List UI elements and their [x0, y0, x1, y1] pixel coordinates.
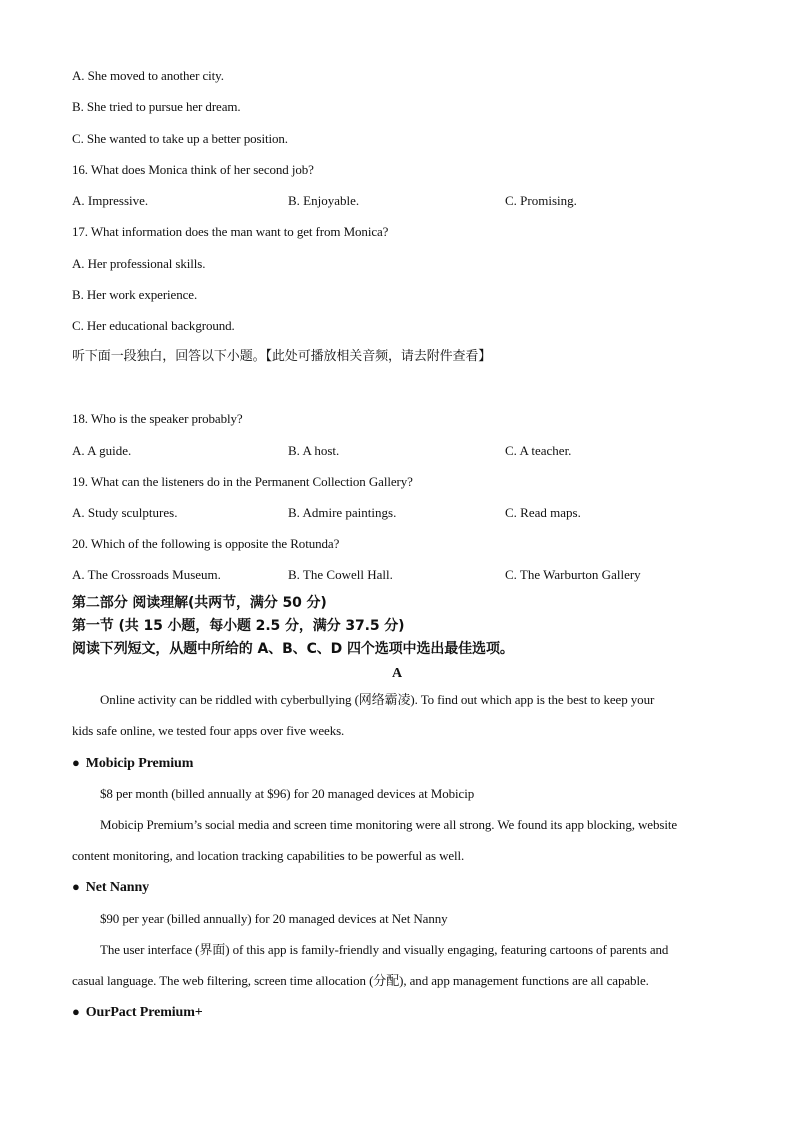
q20-question: 20. Which of the following is opposite the Rotunda?	[72, 536, 340, 551]
app2-name: Net Nanny	[85, 880, 150, 895]
q15-option-c: C. She wanted to take up a better position.	[72, 131, 288, 146]
q15-option-b: B. She tried to pursue her dream.	[72, 99, 241, 114]
q19-question: 19. What can the listeners do in the Permanent Collection Gallery?	[72, 474, 413, 489]
q18-option-a: A. A guide.	[72, 443, 132, 458]
passage-letter: A	[391, 666, 403, 681]
bullet-icon: ●	[72, 1004, 80, 1019]
part2-title: 第二部分 阅读理解(共两节，满分 50 分)	[72, 595, 327, 611]
q19-option-c: C. Read maps.	[505, 505, 581, 520]
q20-option-b: B. The Cowell Hall.	[288, 567, 393, 582]
app3-heading	[72, 1004, 203, 1021]
passage-intro-line1: Online activity can be riddled with cyberbullying (网络霸凌). To find out which app is the best to keep your	[100, 692, 655, 707]
bullet-icon: ●	[72, 879, 80, 894]
app1-heading	[72, 755, 193, 772]
app3-name: OurPact Premium+	[85, 1005, 203, 1020]
passage-intro-line2: kids safe online, we tested four apps over five weeks.	[72, 723, 345, 738]
q17-option-a: A. Her professional skills.	[72, 256, 206, 271]
q18-question: 18. Who is the speaker probably?	[72, 411, 243, 426]
q16-option-c: C. Promising.	[505, 193, 577, 208]
q16-question: 16. What does Monica think of her second job?	[72, 162, 314, 177]
q19-option-a: A. Study sculptures.	[72, 505, 178, 520]
app2-desc-line1: The user interface (界面) of this app is family-friendly and visually engaging, featuring cartoons of parents and	[100, 942, 669, 957]
q20-option-c: C. The Warburton Gallery	[505, 567, 641, 582]
app2-heading	[72, 879, 149, 896]
app2-desc-line2: casual language. The web filtering, screen time allocation (分配), and app management functions are all capable.	[72, 973, 649, 988]
bullet-icon: ●	[72, 755, 80, 770]
q20-option-a: A. The Crossroads Museum.	[72, 567, 221, 582]
q16-option-a: A. Impressive.	[72, 193, 149, 208]
q18-option-c: C. A teacher.	[505, 443, 572, 458]
app1-desc-line1: Mobicip Premium’s social media and screen time monitoring were all strong. We found its app blocking, website	[100, 817, 678, 832]
q17-question: 17. What information does the man want to get from Monica?	[72, 224, 389, 239]
q19-option-b: B. Admire paintings.	[288, 505, 397, 520]
app1-price: $8 per month (billed annually at $96) for 20 managed devices at Mobicip	[100, 786, 475, 801]
app2-price: $90 per year (billed annually) for 20 managed devices at Net Nanny	[100, 911, 448, 926]
monologue-instruction: 听下面一段独白，回答以下小题。【此处可播放相关音频，请去附件查看】	[72, 349, 492, 364]
q16-option-b: B. Enjoyable.	[288, 193, 360, 208]
q18-option-b: B. A host.	[288, 443, 340, 458]
app1-desc-line2: content monitoring, and location tracking capabilities to be powerful as well.	[72, 848, 465, 863]
q17-option-b: B. Her work experience.	[72, 287, 198, 302]
q15-option-a: A. She moved to another city.	[72, 68, 224, 83]
app1-name: Mobicip Premium	[85, 756, 194, 771]
section1-title: 第一节 (共 15 小题，每小题 2.5 分，满分 37.5 分)	[72, 618, 405, 634]
reading-instruction: 阅读下列短文，从题中所给的 A、B、C、D 四个选项中选出最佳选项。	[72, 641, 514, 657]
q17-option-c: C. Her educational background.	[72, 318, 235, 333]
